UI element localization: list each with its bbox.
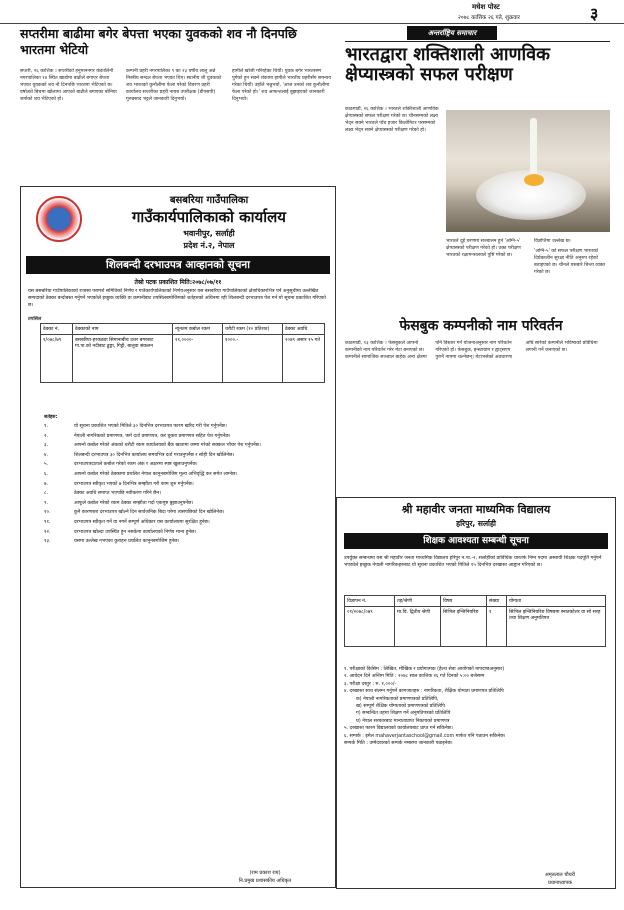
conditions-list xyxy=(44,424,330,549)
condition-text: यसमा उल्लेख नभएका कुराहरु प्रचलित कानुनबमोजिम हुनेछ। xyxy=(74,539,180,545)
missile-launch-photo xyxy=(446,110,610,232)
requirement-item: ६. सम्पर्क : इमेल mahaverjantaschool@gmail.com मार्फत पनि पठाउन सकिनेछ। xyxy=(344,733,506,739)
page-number: ३ xyxy=(590,4,599,23)
left-story-col2: कम्पनी प्रहरी नगरपालिका ९ का २३ वर्षीय लालु अन्ने मिस्त्रीय सम्दल बेपत्ता भएका थिए। स्थानीय शी युवकको शव भारतको कुनौलीमा फेला परेको विवरण प्रहरी कार्यालय सप्तरीका प्रहरी नायब उपरीक्षक (डीएसपी) गुरुप्रसाद भट्टले जानकारी दिनुभयो। xyxy=(126,69,221,102)
fb-story-headline: फेसबुक कम्पनीको नाम परिवर्तन xyxy=(399,318,563,334)
table-cell: १ xyxy=(487,607,507,647)
right-story-text-right: 'अग्नि-५' को सफल परीक्षण भारतको दिर्घकालीन सुरक्षा नीति अनुरुप रहेको बताइएको छ। चीनले यसबारे चिन्ता व्यक्त गरेको छ। xyxy=(534,249,606,275)
condition-number: ४. xyxy=(44,452,49,458)
table-cell: मा.वि. द्वितीय श्रेणी xyxy=(395,607,441,647)
exhaust-flame xyxy=(524,174,544,186)
condition-item xyxy=(44,510,330,517)
condition-number: ११. xyxy=(44,519,51,525)
condition-item xyxy=(44,472,330,479)
requirement-item: ३. परीक्षा दस्तुर : रु. १,०००/- xyxy=(344,681,397,687)
table-cell: १०००.- xyxy=(223,335,283,383)
table-row xyxy=(41,335,325,383)
condition-number: ८. xyxy=(44,491,49,497)
notice-table-label: तपसिल xyxy=(28,317,42,322)
condition-text: शिलबन्दी दरभाउपत्र ३० दिनभित्र कार्यालय समयभित्र दर्ता गराउनुपर्नेछ र सोही दिन खोलिनेछ। xyxy=(74,452,235,458)
table-header: विज्ञापन नं. xyxy=(345,596,395,607)
table-cell: सिभिल इन्जिनियरिङ विषयमा स्नातकोत्तर वा सो सरह तथा शिक्षण अनुमतिपत्र xyxy=(507,607,606,647)
condition-number: १२. xyxy=(44,529,51,535)
fb-story-text: काठमाडौं, १३ कात्तिक । फेसबुकले आफ्नो कम्पनीको नाम परिवर्तन गरेर मेटा बनाएको छ। कम्पनीले सामाजिक सञ्जाल बाहेक अन्य क्षेत्रमा पनि विस्तार गर्ने योजनाअनुसार नाम परिवर्तन गरिएको हो। फेसबुक, इन्स्टाग्राम र ह्वाट्सएप पुरानै नाममा चल्नेछन्। मेटाभर्सको अवधारणा अघि सारेको कम्पनीले भविष्यको प्रविधिमा लगानी गर्ने जनाएको छ। xyxy=(345,341,598,360)
notice-province: प्रदेश नं.२, नेपाल xyxy=(183,241,235,250)
left-story-headline: सप्तरीमा बाढीमा बगेर बेपत्ता भएका युवकको शव नौ दिनपछि भारतमा भेटियो xyxy=(20,26,297,57)
school-requirements-list xyxy=(344,666,608,747)
missile-icon xyxy=(530,118,537,178)
school-place: हरिपुर, सर्लाही xyxy=(456,519,496,528)
condition-item xyxy=(44,491,330,498)
table-header: न्यूनतम कबोल रकम xyxy=(173,324,223,335)
condition-text: दरभाउपत्र स्वीकृत भएको ७ दिनभित्र सम्झौता गरी काम शुरु गर्नुपर्नेछ। xyxy=(74,481,194,487)
condition-item xyxy=(44,424,330,431)
school-signer-name: अमृतलाल चौधरी xyxy=(544,872,576,878)
photo-caption: विज्ञप्तिमा उल्लेख छ। xyxy=(534,239,571,244)
table-header: ठेक्का अवधि xyxy=(283,324,325,335)
school-intro: उपर्युक्त सम्बन्धमा यस श्री महावीर जनता माध्यमिक विद्यालय हरिपुर न.पा.-२, सर्लाहीको प्राविधिक धारतर्फ निम्न पदमा अस्थायी शिक्षक पदपूर्ति गर्नुपर्ने भएकोले इच्छुक नेपाली नागरिकहरुबाट यो सूचना प्रकाशित भएको मितिले १५ दिनभित्र दरखास्त आह्वान गरिएको छ। xyxy=(344,556,602,568)
table-cell: बसबरिया-हरकठवा सिमानाबीच उत्तर बगरबाट गा.पा.को नदीबाट ढुङ्गा, गिट्टी, बालुवा संकलन xyxy=(73,335,173,383)
condition-text: आफूले कबोल गरेको रकम ठेक्का सम्झौता गर्दा एकमुष्ट बुझाउनुपर्नेछ। xyxy=(74,500,194,506)
condition-number: ३. xyxy=(44,443,49,449)
school-band-title: शिक्षक आवश्यता सम्बन्धी सूचना xyxy=(344,533,608,549)
condition-item xyxy=(44,482,330,489)
condition-number: ७. xyxy=(44,481,49,487)
right-story-headline: भारतद्वारा शक्तिशाली आणविक क्षेप्यास्त्रको सफल परीक्षण xyxy=(345,44,550,85)
requirement-item: घ) नेपाल सरकारबाट मान्यताप्राप्त निकायको प्रमाणपत्र xyxy=(356,718,450,724)
condition-text: यो सूचना प्रकाशित भएको मितिले ३० दिनभित्र दरभाउपत्र फारम खरिद गरी पेश गर्नुपर्नेछ। xyxy=(74,424,227,429)
right-story-text-mid: भारतले दुई चरणमा सञ्चालन हुने 'अग्नि-५' क्षेप्यास्त्रको परीक्षण गरेको हो। उक्त परीक्षण भारतको रक्षामन्त्रालयले पुष्टि गरेको छ। xyxy=(446,239,521,258)
notice-signer-name: (राम प्रकाश राय) xyxy=(249,870,281,876)
table-cell: सिभिल इन्जिनियरिङ xyxy=(441,607,487,647)
condition-item xyxy=(44,443,330,450)
condition-number: २. xyxy=(44,433,49,439)
requirement-item: ख) सम्पूर्ण शैक्षिक योग्यताको प्रमाणपत्रको प्रतिलिपि xyxy=(356,704,445,710)
table-header: ठेक्का नं. xyxy=(41,324,73,335)
requirement-item: २. आवेदन दिने अन्तिम मिति : २०७८ साल कात्तिक २६ गते दिनको ५:०० बजेसम्म xyxy=(344,674,485,680)
requirement-item: ५. दरखास्त फारम विद्यालयको कार्यालयबाट प्राप्त गर्न सकिनेछ। xyxy=(344,726,453,732)
table-row xyxy=(345,607,606,647)
condition-text: ठेक्का अवधि समाप्त भएपछि नवीकरण गरिने छैन। xyxy=(74,491,162,497)
table-cell: ०१/२०७८/०७९ xyxy=(345,607,395,647)
notice-org: बसबरिया गाउँपालिका xyxy=(169,195,249,206)
issue-date: २०७८ कात्तिक २६ गते, शुक्रवार xyxy=(458,15,520,21)
table-header: संख्या xyxy=(487,596,507,607)
condition-item xyxy=(44,539,330,546)
condition-text: दरभाउपत्र खोल्दा उपस्थित हुन नसकेमा कार्यालयको निर्णय मान्य हुनेछ। xyxy=(74,529,197,535)
condition-text: दरभाउपत्रदाताले कबोल गरेको रकम अंक र अक्षरमा स्पष्ट खुलाउनुपर्नेछ। xyxy=(74,462,198,468)
table-header: धरौटी रकम (१० प्रतिशत) xyxy=(223,324,283,335)
nepal-emblem-icon xyxy=(36,196,82,242)
condition-item xyxy=(44,462,330,469)
requirement-item: क) नेपाली नागरिकताको प्रमाणपत्रको प्रतिलिपि, xyxy=(356,696,439,702)
school-name: श्री महावीर जनता माध्यमिक विद्यालय xyxy=(401,503,551,516)
section-label: अन्तर्राष्ट्रिय समाचार xyxy=(407,26,497,40)
table-cell: २१,००००- xyxy=(173,335,223,383)
conditions-title: शर्तहरु: xyxy=(44,415,58,420)
notice-office: गाउँकार्यपालिकाको कार्यालय xyxy=(131,208,286,226)
condition-item xyxy=(44,434,330,441)
notice-band-title: शिलबन्दी दरभाउपत्र आव्हानको सूचना xyxy=(26,256,330,274)
requirement-item: ४. दरखास्त साथ संलग्न गर्नुपर्ने कागजातहरु : नागरिकता, शैक्षिक योग्यता प्रमाणपत्र प्रतिलिपि xyxy=(344,689,504,695)
section-rule xyxy=(345,41,610,42)
condition-text: आफ्नो कबोल गरेको अंकको धरौटी रकम कार्यालयको बैंक खातामा जम्मा गरेको सक्कल भौचर पेश गर्नुपर्नेछ। xyxy=(74,443,261,449)
condition-number: ५. xyxy=(44,462,49,468)
requirement-item: १. परीक्षाको किसिम : लिखित, मौखिक र प्रयोगात्मक (हेल्थ सेवा आयोगको मापदण्डअनुसार) xyxy=(344,667,505,672)
table-cell: १/०७८/७९ xyxy=(41,335,73,383)
condition-text: आफ्नो कबोल गरेको ठेक्कामा प्रचलित नेपाल कानुनबमोजिम मूल्य अभिवृद्धि कर समेत लाग्नेछ। xyxy=(74,471,238,477)
condition-number: ९. xyxy=(44,500,49,506)
page-masthead xyxy=(0,0,624,24)
condition-number: १०. xyxy=(44,510,51,516)
publication-name: मधेश पोस्ट xyxy=(472,3,500,11)
requirement-item: ग) सम्बन्धित तहमा शिक्षण गर्ने अनुमतिपत्रको प्रतिलिपि xyxy=(356,711,451,717)
condition-item xyxy=(44,501,330,508)
condition-text: दरभाउपत्र स्वीकृत गर्ने वा नगर्ने सम्पूर्ण अधिकार यस कार्यालयमा सुरक्षित हुनेछ। xyxy=(74,519,210,525)
table-header: तह/श्रेणी xyxy=(395,596,441,607)
table-header: योग्यता xyxy=(507,596,606,607)
table-header: ठेक्काको नाम xyxy=(73,324,173,335)
condition-number: १. xyxy=(44,424,49,429)
condition-item xyxy=(44,520,330,527)
right-story-text-left: काठमाडौं, २६ कात्तिक । भारतले शक्तिशाली आणविक क्षेप्यास्त्रको सफल परीक्षण गरेको छ। चीनसम्मको लक्ष्य भेद्न सक्ने भारतले पाँच हजार किलोमिटर परसम्मको लक्ष्य भेद्न सक्ने क्षेप्यास्त्रको परीक्षण गरेको हो। xyxy=(345,107,439,133)
requirement-item: सम्पर्क मिति : उम्मेदवारको सम्पर्क नम्बरमा जानकारी पठाइनेछ। xyxy=(344,741,453,747)
condition-number: १३. xyxy=(44,539,51,545)
notice-signer-title: नि.प्रमुख प्रशासकीय अधिकृत xyxy=(238,878,292,884)
condition-item xyxy=(44,453,330,460)
condition-number: ६. xyxy=(44,471,49,477)
notice-publication-date: तेस्रो पटक प्रकाशित मिति:२०७८/०७/११ xyxy=(134,279,222,286)
left-story-col3: हामीले खोजी गरिरहेका थियौं। युवक बगेर भारतसम्म पुगेको हुन सक्ने शंकामा हामीले भारतीय प्रहरीसँग समन्वय गरेका थियौं। उहाँले भन्नुभयो, 'आज उनको शव कुनौलीमा फेला परेको हो।' शव आफन्तलाई बुझाइएको जानकारी दिनुभयो। xyxy=(232,69,331,102)
school-signer-title: प्रधानाध्यापक xyxy=(547,880,573,886)
school-vacancy-table xyxy=(344,595,606,647)
notice-intro: यस बसबरिया गाउँपालिकाको राजस्व परामर्श समितिको निर्णय र गाउँकार्यपालिकाको निर्णयअनुसार यस बसबरिया गाउँपालिकाको क्षेत्राधिकारभित्र पर्ने अनुसूचीमा उल्लेखित सम्पदाको ठेक्का बन्दोबस्त गर्नुपर्ने भएकोले इच्छुक व्यक्ति वा कम्पनीबाट तपसिलबमोजिमको शर्तहरुको अधिनमा रही शिलबन्दी दरभाउपत्र पेश गर्न यो सूचना प्रकाशित गरिएको छ। xyxy=(28,289,326,308)
table-cell: २०७९ असार १५ गते xyxy=(283,335,325,383)
notice-tender-table xyxy=(40,323,325,383)
condition-item xyxy=(44,530,330,537)
table-header: विषय xyxy=(441,596,487,607)
condition-text: कुनै कारणबश दरभाउपत्र खोल्ने दिन सार्वजनिक बिदा परेमा त्यसपछिको दिन खोलिनेछ। xyxy=(74,510,225,516)
notice-place: भवानीपुर, सर्लाही xyxy=(183,229,235,238)
left-story-col1: सप्तरी, २६ कात्तिक । सप्तरीको हनुमाननगर कंकालिनी नगरपालिका १४ स्थित खाडोमा बाढीले बगाएर बेपत्ता भएका युवकको शव नौ दिनपछि भारतमा भेटिएको छ। वर्षात्को बिचमा खोलामा आएको बाढीले बगाएका बोनिया शर्माको शव भेटिएको हो। xyxy=(20,69,117,102)
condition-text: नेपाली नागरिकको प्रमाणपत्र, फर्म दर्ता प्रमाणपत्र, कर चुक्ता प्रमाणपत्र सहित पेश गर्नुपर्नेछ। xyxy=(74,433,231,439)
